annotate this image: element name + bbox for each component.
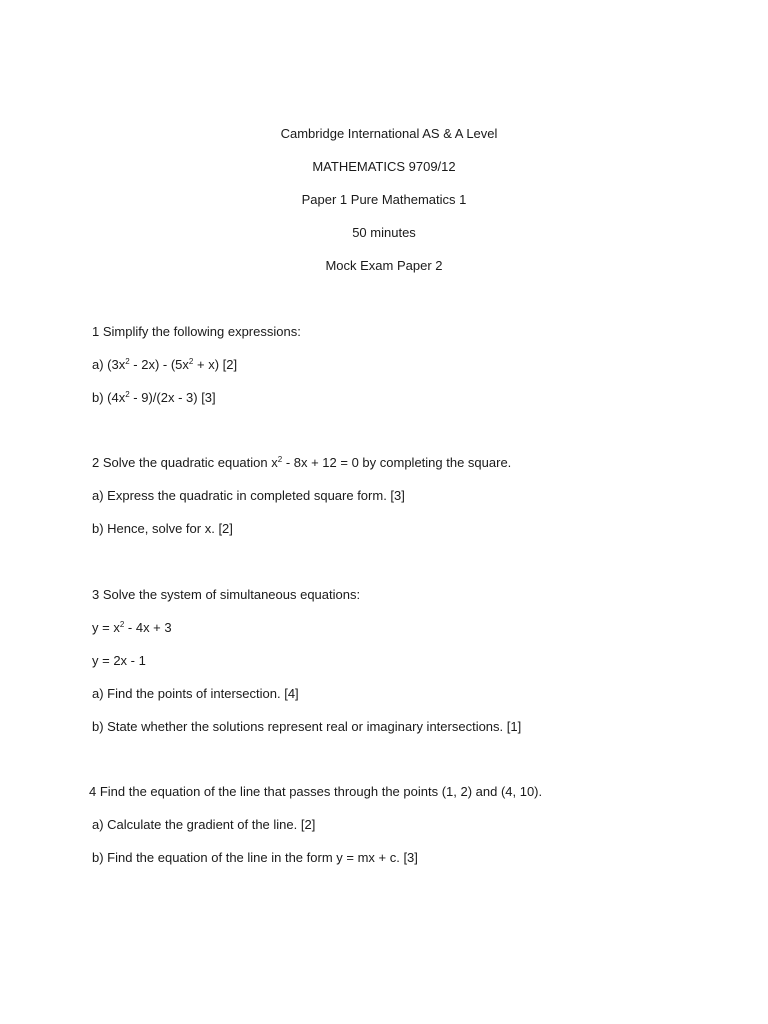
duration: 50 minutes xyxy=(352,225,416,240)
q2-stem-text-2: - 8x + 12 = 0 by completing the square. xyxy=(282,455,512,470)
q2-part-a: a) Express the quadratic in completed square form. [3] xyxy=(92,488,405,503)
q3-stem: 3 Solve the system of simultaneous equations: xyxy=(92,587,361,602)
q2-stem-text-1: 2 Solve the quadratic equation x xyxy=(92,455,278,470)
paper-title: Paper 1 Pure Mathematics 1 xyxy=(301,192,467,207)
q3-part-a: a) Find the points of intersection. [4] xyxy=(92,686,299,701)
exam-header xyxy=(0,124,768,289)
q2-stem xyxy=(92,453,732,472)
q3-equation-2: y = 2x - 1 xyxy=(92,653,146,668)
q4-part-b: b) Find the equation of the line in the form y = mx + c. [3] xyxy=(92,850,418,865)
exam-board: Cambridge International AS & A Level xyxy=(280,126,498,141)
q1-b-text-1: b) (4x xyxy=(92,390,126,405)
q2-part-b: b) Hence, solve for x. [2] xyxy=(92,521,233,536)
subject-code: MATHEMATICS 9709/12 xyxy=(312,159,456,174)
q1-a-text-1: a) (3x xyxy=(92,357,126,372)
q3-eq1-text-1: y = x xyxy=(92,620,120,635)
q1-b-exponent-1: 2 xyxy=(125,390,130,399)
q3-eq1-exponent: 2 xyxy=(119,620,125,629)
q1-stem: 1 Simplify the following expressions: xyxy=(92,324,301,339)
q4-part-a: a) Calculate the gradient of the line. [2] xyxy=(92,817,316,832)
q1-part-b xyxy=(92,388,732,407)
q4-stem: 4 Find the equation of the line that passes through the points (1, 2) and (4, 10). xyxy=(89,784,543,799)
q1-a-exponent-1: 2 xyxy=(125,357,130,366)
paper-subtitle: Mock Exam Paper 2 xyxy=(325,258,443,273)
q1-a-text-3: + x) [2] xyxy=(193,357,238,372)
q3-equation-1 xyxy=(92,618,732,637)
q1-part-a xyxy=(92,355,732,374)
q3-eq1-text-2: - 4x + 3 xyxy=(124,620,172,635)
q3-part-b: b) State whether the solutions represent real or imaginary intersections. [1] xyxy=(92,719,522,734)
q2-stem-exponent: 2 xyxy=(277,455,283,464)
q1-a-exponent-2: 2 xyxy=(188,357,194,366)
q1-b-text-2: - 9)/(2x - 3) [3] xyxy=(129,390,216,405)
q1-a-text-2: - 2x) - (5x xyxy=(129,357,189,372)
